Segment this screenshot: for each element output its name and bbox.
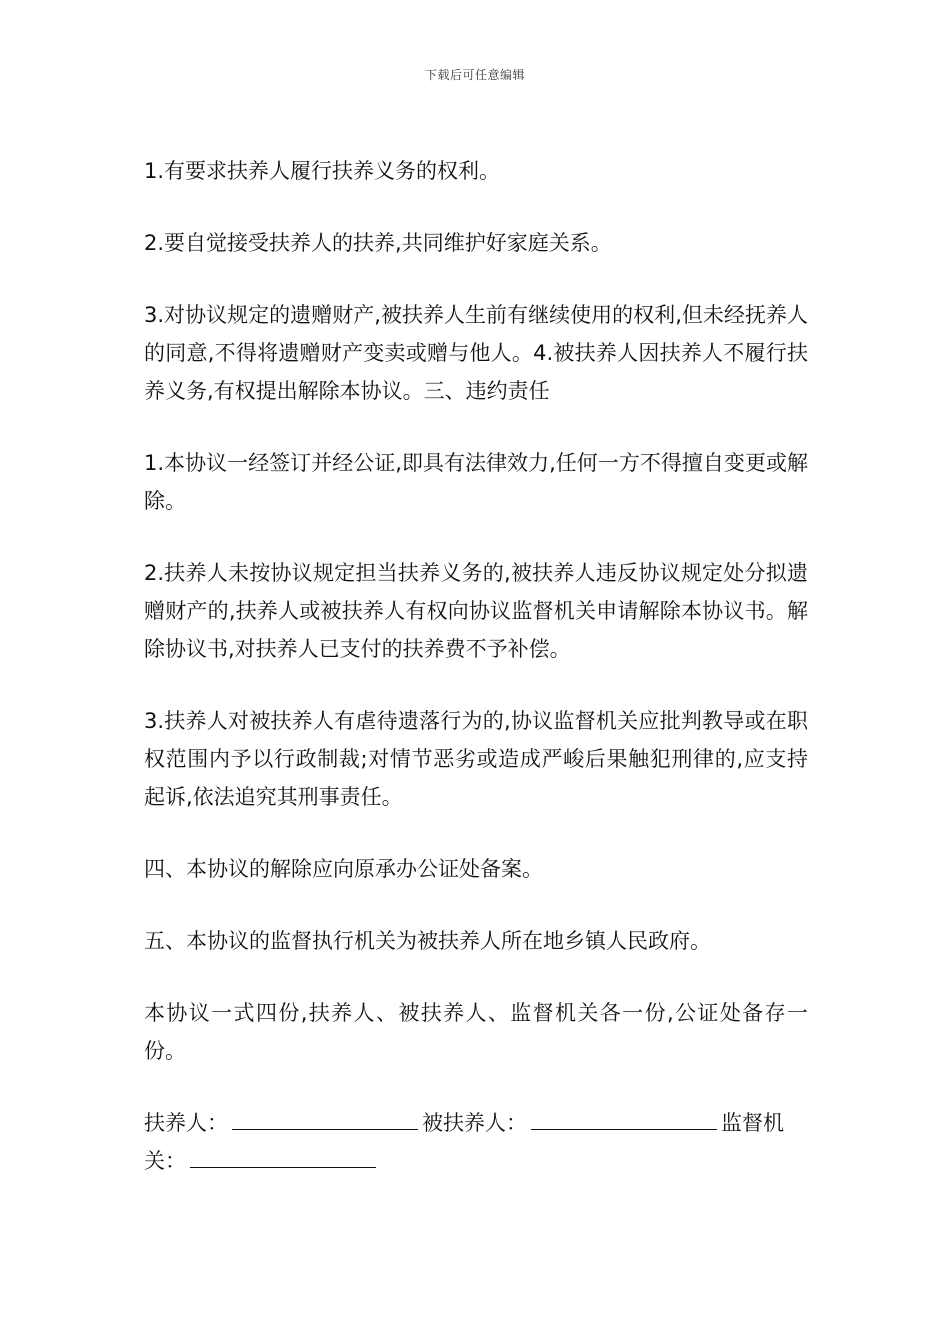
supported-label: 被扶养人：: [422, 1111, 527, 1135]
paragraph: 五、本协议的监督执行机关为被扶养人所在地乡镇人民政府。: [144, 929, 711, 953]
supervisor-label: 监督机关：: [144, 1111, 784, 1173]
supporter-signature-blank: [232, 1105, 418, 1130]
paragraph: 1.本协议一经签订并经公证,即具有法律效力,任何一方不得擅自变更或解除。: [144, 451, 808, 513]
paragraph: 3.对协议规定的遗赠财产,被扶养人生前有继续使用的权利,但未经抚养人的同意,不得将遗赠财产变卖或赠与他人。4.被扶养人因扶养人不履行扶养义务,有权提出解除本协议。三、违约责任: [144, 303, 808, 403]
paragraph: 2.要自觉接受扶养人的扶养,共同维护好家庭关系。: [144, 231, 612, 255]
paragraph: 本协议一式四份,扶养人、被扶养人、监督机关各一份,公证处备存一份。: [144, 1001, 808, 1063]
supervisor-signature-blank: [190, 1143, 376, 1168]
paragraph: 2.扶养人未按协议规定担当扶养义务的,被扶养人违反协议规定处分拟遗赠财产的,扶养人或被扶养人有权向协议监督机关申请解除本协议书。解除协议书,对扶养人已支付的扶养费不予补偿。: [144, 561, 808, 661]
signature-block: [144, 1104, 808, 1180]
supporter-label: 扶养人：: [144, 1111, 228, 1135]
paragraph: 四、本协议的解除应向原承办公证处备案。: [144, 857, 543, 881]
paragraph: 1.有要求扶养人履行扶养义务的权利。: [144, 159, 501, 183]
supported-signature-blank: [531, 1105, 717, 1130]
header-note: 下载后可任意编辑: [424, 68, 525, 82]
paragraph: 3.扶养人对被扶养人有虐待遗落行为的,协议监督机关应批判教导或在职权范围内予以行政制裁;对情节恶劣或造成严峻后果触犯刑律的,应支持起诉,依法追究其刑事责任。: [144, 709, 808, 809]
document-body: [144, 152, 808, 1180]
